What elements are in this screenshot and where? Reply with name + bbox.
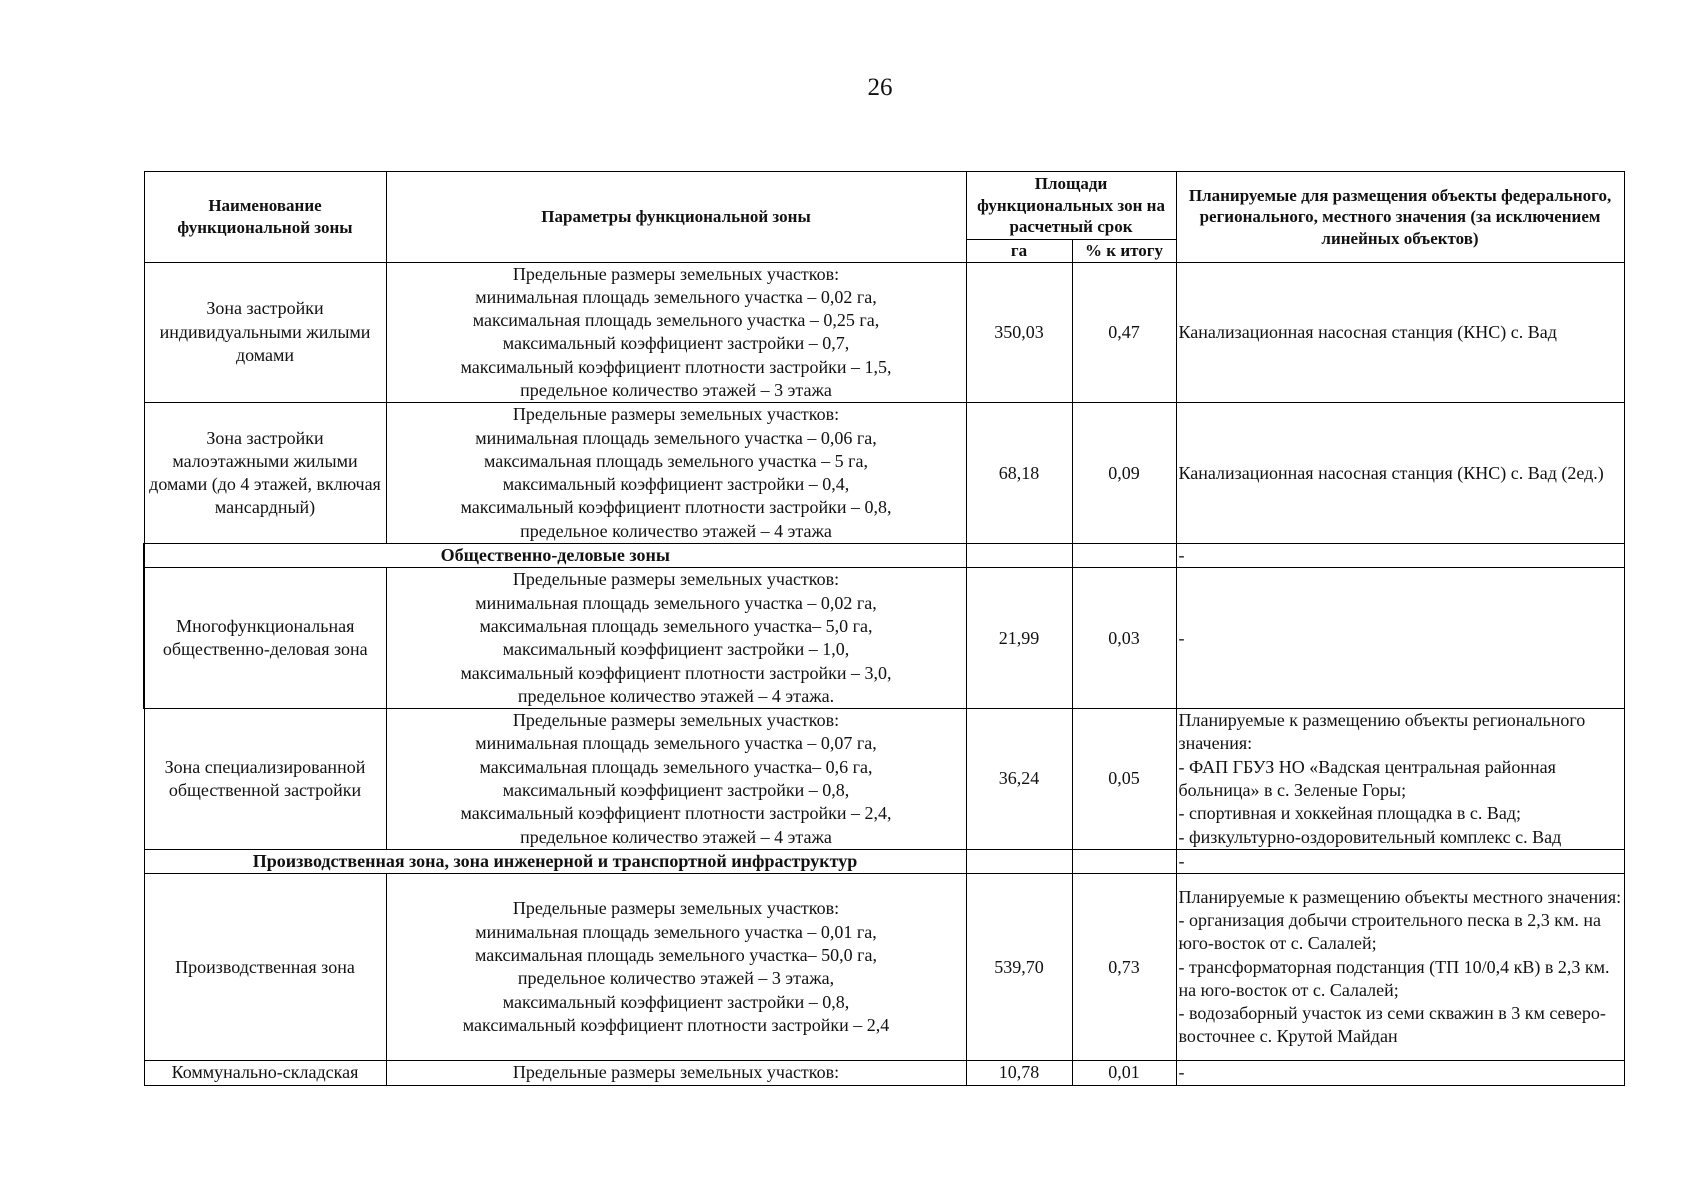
param-line: минимальная площадь земельного участка – 0,02 га, (475, 592, 877, 613)
zone-params (386, 403, 966, 544)
area-ha: 10,78 (966, 1061, 1072, 1085)
param-line: максимальный коэффициент застройки – 0,8, (502, 991, 850, 1012)
planned-objects (1176, 403, 1624, 544)
param-line: предельное количество этажей – 4 этажа (520, 520, 832, 541)
param-line: Предельные размеры земельных участков: (512, 263, 840, 284)
zone-name: Производственная зона (144, 874, 386, 1061)
page-number: 26 (867, 74, 893, 101)
param-line: предельное количество этажей – 3 этажа (520, 379, 832, 400)
zone-name: Зона специализированной общественной застройки (144, 709, 386, 850)
area-percent: 0,03 (1072, 568, 1176, 709)
area-ha: 539,70 (966, 874, 1072, 1061)
zone-params (386, 262, 966, 403)
functional-zones-table (143, 171, 1625, 1086)
header-planned-objects: Планируемые для размещения объекты федерального, регионального, местного значения (за исключением линейных объектов) (1176, 172, 1624, 263)
header-area-percent: % к итогу (1072, 240, 1176, 263)
param-line: максимальный коэффициент плотности застройки – 2,4, (460, 803, 892, 824)
object-line: Планируемые к размещению объекты регионального значения: (1178, 710, 1586, 754)
planned-objects (1176, 568, 1624, 709)
table-row (144, 262, 1624, 403)
zone-name: Многофункциональная общественно-деловая зона (144, 568, 386, 709)
object-line: - ФАП ГБУЗ НО «Вадская центральная районная больница» в с. Зеленые Горы; (1178, 756, 1556, 801)
area-percent: 0,05 (1072, 709, 1176, 850)
empty-cell (1072, 544, 1176, 568)
param-line: максимальный коэффициент плотности застройки – 0,8, (460, 497, 892, 518)
param-line: максимальная площадь земельного участка– 0,6 га, (479, 756, 873, 777)
section-title: Общественно-деловые зоны (144, 544, 966, 568)
planned-objects: - (1176, 1061, 1624, 1085)
param-line: максимальная площадь земельного участка – 5 га, (484, 450, 868, 471)
object-line: - физкультурно-оздоровительный комплекс с. Вад (1178, 826, 1562, 847)
table-row (144, 709, 1624, 850)
area-percent: 0,01 (1072, 1061, 1176, 1085)
param-line: Предельные размеры земельных участков: (512, 404, 840, 425)
planned-objects (1176, 709, 1624, 850)
empty-cell (1072, 849, 1176, 873)
area-percent: 0,73 (1072, 874, 1176, 1061)
header-zone-area: Площади функциональных зон на расчетный срок (966, 172, 1176, 240)
param-line: максимальная площадь земельного участка– 50,0 га, (475, 944, 877, 965)
zone-params (386, 709, 966, 850)
zone-params (386, 568, 966, 709)
header-zone-name: Наименование функциональной зоны (144, 172, 386, 263)
zone-name: Зона застройки малоэтажными жилыми домами (до 4 этажей, включая мансардный) (144, 403, 386, 544)
planned-objects (1176, 262, 1624, 403)
area-ha: 36,24 (966, 709, 1072, 850)
param-line: предельное количество этажей – 3 этажа, (517, 968, 835, 989)
area-ha: 21,99 (966, 568, 1072, 709)
param-line: предельное количество этажей – 4 этажа. (517, 685, 835, 706)
param-line: Предельные размеры земельных участков: (512, 898, 840, 919)
object-line: Канализационная насосная станция (КНС) с. Вад (2ед.) (1178, 462, 1604, 483)
empty-cell (966, 849, 1072, 873)
object-line: - спортивная и хоккейная площадка в с. Вад; (1178, 803, 1522, 824)
header-zone-params: Параметры функциональной зоны (386, 172, 966, 263)
section-title: Производственная зона, зона инженерной и транспортной инфраструктур (144, 849, 966, 873)
object-line: - трансформаторная подстанция (ТП 10/0,4 кВ) в 2,3 км. на юго-восток от с. Салалей; (1178, 956, 1610, 1000)
param-line: минимальная площадь земельного участка – 0,02 га, (475, 286, 877, 307)
param-line: Предельные размеры земельных участков: (512, 569, 840, 590)
section-row (144, 849, 1624, 873)
table-row (144, 403, 1624, 544)
zone-params (386, 1061, 966, 1085)
planned-objects: - (1176, 849, 1624, 873)
param-line: максимальная площадь земельного участка – 0,25 га, (472, 310, 880, 331)
param-line: максимальный коэффициент застройки – 1,0, (502, 639, 850, 660)
area-percent: 0,09 (1072, 403, 1176, 544)
section-row (144, 544, 1624, 568)
table-row (144, 874, 1624, 1061)
param-line: предельное количество этажей – 4 этажа (520, 826, 832, 847)
table-row (144, 568, 1624, 709)
param-line: максимальный коэффициент застройки – 0,4, (502, 474, 850, 495)
param-line: максимальный коэффициент застройки – 0,7, (502, 333, 850, 354)
param-line: максимальный коэффициент плотности застройки – 2,4 (462, 1014, 890, 1035)
param-line: Предельные размеры земельных участков: (512, 710, 840, 731)
object-line: - водозаборный участок из семи скважин в 3 км северо-восточнее с. Крутой Майдан (1178, 1003, 1606, 1047)
object-line: - организация добычи строительного песка в 2,3 км. на юго-восток от с. Салалей; (1178, 909, 1601, 954)
table-row (144, 1061, 1624, 1085)
object-line: Канализационная насосная станция (КНС) с. Вад (1178, 321, 1557, 342)
empty-cell (966, 544, 1072, 568)
param-line: минимальная площадь земельного участка – 0,01 га, (475, 921, 877, 942)
zone-name: Зона застройки индивидуальными жилыми домами (144, 262, 386, 403)
planned-objects: - (1176, 544, 1624, 568)
param-line: максимальный коэффициент плотности застройки – 3,0, (460, 662, 892, 683)
planned-objects (1176, 874, 1624, 1061)
param-line: минимальная площадь земельного участка – 0,06 га, (475, 427, 877, 448)
zone-name: Коммунально-складская (144, 1061, 386, 1085)
param-line: Предельные размеры земельных участков: (512, 1062, 840, 1083)
param-line: максимальный коэффициент застройки – 0,8, (502, 780, 850, 801)
header-area-ha: га (966, 240, 1072, 263)
area-ha: 350,03 (966, 262, 1072, 403)
zone-params (386, 874, 966, 1061)
object-line: - (1178, 627, 1185, 648)
area-percent: 0,47 (1072, 262, 1176, 403)
area-ha: 68,18 (966, 403, 1072, 544)
param-line: максимальный коэффициент плотности застройки – 1,5, (460, 356, 892, 377)
object-line: Планируемые к размещению объекты местного значения: (1178, 886, 1622, 907)
param-line: минимальная площадь земельного участка – 0,07 га, (475, 733, 877, 754)
param-line: максимальная площадь земельного участка– 5,0 га, (479, 615, 873, 636)
